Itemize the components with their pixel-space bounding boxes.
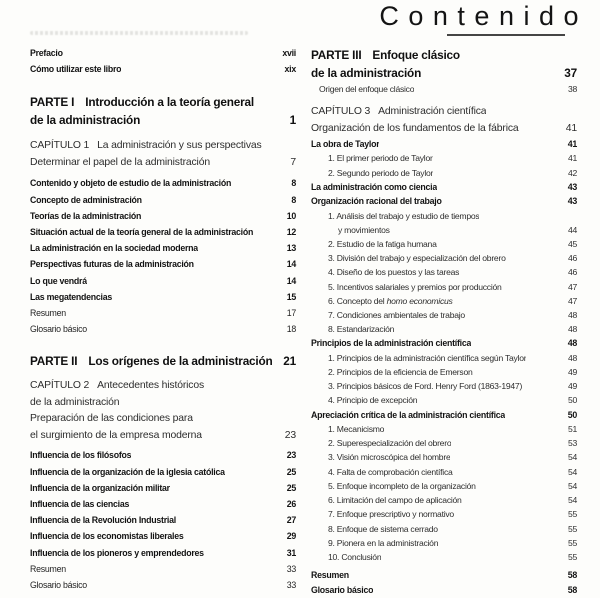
entry-title: La obra de Taylor: [311, 139, 380, 149]
toc-heading-label: CAPÍTULO 3: [311, 106, 371, 117]
entry-page-number: 47: [567, 281, 577, 292]
toc-entry: [311, 436, 577, 450]
toc-entry: [311, 237, 577, 251]
toc-entry: [30, 61, 296, 77]
toc-entry: [311, 280, 577, 294]
toc-entry: [311, 137, 577, 151]
entry-title: 9. Pionera en la administración: [328, 537, 439, 548]
page-bleedthrough-artifact: [30, 31, 248, 35]
entry-title: Glosario básico: [30, 324, 87, 335]
toc-chapter-heading: [30, 155, 296, 172]
entry-page-number: 43: [567, 181, 577, 192]
entry-title: Introducción a la teoría general: [85, 95, 254, 110]
entry-title: Preparación de las condiciones para: [30, 413, 193, 425]
toc-entry: [30, 45, 296, 61]
entry-page-number: 46: [567, 253, 577, 264]
entry-page-number: 13: [286, 243, 296, 254]
toc-part-heading: [30, 111, 296, 129]
toc-row-spacer: [30, 129, 296, 138]
toc-entry: [311, 294, 577, 308]
entry-title: 1. Principios de la administración científica según Taylor: [328, 352, 527, 363]
entry-page-number: xvii: [282, 48, 296, 58]
toc-entry: [30, 561, 296, 577]
entry-page-number: 27: [286, 515, 296, 526]
entry-page-number: 10: [286, 210, 296, 221]
toc-entry: [311, 493, 577, 507]
entry-title: de la administración: [30, 113, 141, 128]
entry-page-number: 53: [567, 438, 577, 449]
entry-page-number: 18: [286, 324, 296, 335]
toc-heading-label: PARTE III: [311, 48, 362, 62]
toc-entry: [311, 450, 577, 464]
toc-chapter-heading: [30, 428, 296, 445]
entry-page-number: 42: [567, 167, 577, 178]
entry-page-number: 46: [567, 267, 577, 278]
entry-title: Influencia de los economistas liberales: [30, 531, 184, 542]
entry-page-number: 23: [284, 429, 296, 441]
entry-page-number: 23: [286, 450, 296, 461]
entry-title: 7. Condiciones ambientales de trabajo: [328, 310, 465, 321]
entry-title: Enfoque clásico: [372, 48, 460, 62]
toc-heading-label: CAPÍTULO 1: [30, 140, 90, 152]
entry-page-number: 38: [567, 84, 577, 94]
entry-title: Administración científica: [378, 106, 487, 117]
entry-title: La administración y sus perspectivas: [97, 140, 262, 152]
toc-entry: [311, 522, 577, 536]
entry-page-number: 17: [286, 308, 296, 319]
entry-page-number: 41: [565, 122, 577, 134]
toc-entry: [30, 528, 296, 544]
toc-chapter-heading: [30, 378, 296, 395]
toc-entry: [30, 464, 296, 480]
toc-entry: [311, 194, 577, 208]
toc-entry: [311, 265, 577, 279]
entry-title: Influencia de los filósofos: [30, 450, 132, 461]
entry-title: Concepto de administración: [30, 194, 142, 205]
entry-page-number: 55: [567, 523, 577, 534]
entry-title: 6. Concepto del homo economicus: [328, 295, 453, 306]
toc-row-spacer: [30, 370, 296, 378]
entry-page-number: 43: [567, 196, 577, 207]
entry-page-number: 49: [567, 381, 577, 392]
entry-page-number: 26: [286, 499, 296, 510]
entry-page-number: 58: [567, 570, 577, 581]
toc-part-heading: [30, 93, 296, 111]
toc-column-left: [30, 45, 296, 593]
entry-title: Organización de los fundamentos de la fábrica: [311, 122, 519, 134]
toc-part-heading: [311, 64, 577, 82]
toc-entry: [30, 175, 296, 191]
entry-page-number: 55: [567, 551, 577, 562]
toc-entry: [311, 408, 577, 422]
toc-chapter-heading: [30, 138, 296, 155]
entry-page-number: 44: [567, 224, 577, 235]
toc-entry: [311, 379, 577, 393]
entry-title: 8. Estandarización: [328, 324, 395, 335]
entry-title: 1. El primer periodo de Taylor: [328, 153, 433, 164]
toc-entry: [311, 465, 577, 479]
entry-page-number: 54: [567, 480, 577, 491]
entry-title: Las megatendencias: [30, 291, 113, 302]
entry-page-number: 48: [567, 338, 577, 349]
entry-title: Resumen: [30, 563, 66, 574]
entry-title: y movimientos: [338, 224, 390, 235]
entry-page-number: 14: [286, 259, 296, 270]
toc-entry: [30, 208, 296, 224]
entry-title: Contenido y objeto de estudio de la administración: [30, 178, 232, 189]
entry-title: 5. Enfoque incompleto de la organización: [328, 480, 476, 491]
toc-entry: [30, 512, 296, 528]
entry-title: Apreciación crítica de la administración científica: [311, 409, 506, 420]
entry-title: 3. Visión microscópica del hombre: [328, 452, 451, 463]
toc-entry: [30, 240, 296, 256]
entry-title: 4. Falta de comprobación científica: [328, 466, 453, 477]
entry-title: de la administración: [30, 396, 120, 408]
entry-page-number: 51: [567, 424, 577, 435]
title-underline: [447, 34, 565, 36]
entry-title: 2. Segundo periodo de Taylor: [328, 167, 434, 178]
entry-page-number: 14: [286, 275, 296, 286]
entry-title: 4. Principio de excepción: [328, 395, 418, 406]
toc-entry: [311, 536, 577, 550]
toc-part-heading: [30, 352, 296, 370]
toc-column-right: [311, 46, 577, 597]
toc-heading-label: CAPÍTULO 2: [30, 380, 90, 392]
entry-page-number: 25: [286, 466, 296, 477]
entry-page-number: 58: [567, 584, 577, 595]
toc-entry: [311, 166, 577, 180]
entry-title: Teorías de la administración: [30, 210, 142, 221]
entry-title: Cómo utilizar este libro: [30, 64, 122, 75]
entry-title: 3. División del trabajo y especialización del obrero: [328, 253, 506, 264]
entry-page-number: 50: [567, 395, 577, 406]
toc-entry: [311, 550, 577, 564]
toc-entry: [30, 480, 296, 496]
entry-title: 6. Limitación del campo de aplicación: [328, 495, 462, 506]
entry-page-number: 37: [564, 66, 577, 80]
entry-title: 4. Diseño de los puestos y las tareas: [328, 267, 460, 278]
entry-page-number: 41: [567, 153, 577, 164]
toc-entry: [30, 545, 296, 561]
toc-chapter-heading: [311, 121, 577, 138]
toc-entry: [311, 393, 577, 407]
toc-entry: [30, 305, 296, 321]
entry-title: Influencia de la Revolución Industrial: [30, 515, 176, 526]
entry-page-number: 47: [567, 295, 577, 306]
entry-title: Lo que vendrá: [30, 275, 87, 286]
entry-title: Origen del enfoque clásico: [319, 84, 415, 94]
toc-entry: [311, 180, 577, 194]
toc-entry: [311, 479, 577, 493]
toc-entry: [311, 209, 577, 223]
toc-entry: [30, 256, 296, 272]
toc-entry: [311, 365, 577, 379]
toc-chapter-heading: [30, 411, 296, 428]
entry-title: Influencia de los pioneros y emprendedores: [30, 547, 204, 558]
entry-page-number: 50: [567, 409, 577, 420]
toc-entry: [30, 289, 296, 305]
entry-title: Glosario básico: [30, 580, 87, 591]
entry-title: Los orígenes de la administración: [88, 354, 273, 369]
entry-title: 2. Superespecialización del obrero: [328, 438, 452, 449]
entry-page-number: 29: [286, 531, 296, 542]
entry-page-number: 33: [286, 563, 296, 574]
entry-page-number: 41: [567, 139, 577, 149]
page-title: Contenido: [379, 1, 588, 31]
entry-title: Perspectivas futuras de la administración: [30, 259, 194, 270]
entry-page-number: 31: [286, 547, 296, 558]
entry-page-number: 55: [567, 537, 577, 548]
toc-entry: [311, 151, 577, 165]
toc-entry: [311, 583, 577, 597]
toc-row-spacer: [30, 337, 296, 352]
entry-title: 7. Enfoque prescriptivo y normativo: [328, 509, 454, 520]
toc-row-spacer: [311, 96, 577, 104]
entry-page-number: 8: [291, 178, 296, 189]
toc-entry: [311, 422, 577, 436]
entry-title: 2. Principios de la eficiencia de Emerson: [328, 367, 473, 378]
toc-entry: [30, 447, 296, 463]
entry-page-number: 54: [567, 452, 577, 463]
toc-entry: [30, 273, 296, 289]
entry-title: 2. Estudio de la fatiga humana: [328, 239, 437, 250]
entry-page-number: 12: [286, 227, 296, 238]
entry-page-number: 48: [567, 324, 577, 335]
entry-page-number: 15: [286, 291, 296, 302]
toc-chapter-heading: [30, 395, 296, 412]
entry-title: Situación actual de la teoría general de la administración: [30, 227, 254, 238]
toc-entry: [30, 224, 296, 240]
entry-title: 8. Enfoque de sistema cerrado: [328, 523, 438, 534]
toc-heading-label: PARTE I: [30, 95, 75, 110]
entry-title: Prefacio: [30, 48, 63, 58]
entry-title: 1. Análisis del trabajo y estudio de tiempos: [328, 210, 480, 221]
entry-title: Resumen: [30, 308, 66, 319]
toc-entry: [311, 223, 577, 237]
toc-entry: [311, 322, 577, 336]
entry-title: Resumen: [311, 570, 349, 581]
toc-part-heading: [311, 46, 577, 64]
entry-title: Antecedentes históricos: [97, 380, 205, 392]
entry-title: Influencia de la organización de la iglesia católica: [30, 466, 225, 477]
toc-entry: [311, 336, 577, 350]
toc-entry: [311, 568, 577, 582]
toc-entry: [311, 82, 577, 96]
entry-title: el surgimiento de la empresa moderna: [30, 429, 202, 441]
entry-title: Glosario básico: [311, 584, 374, 595]
entry-title: 3. Principios básicos de Ford. Henry Ford (1863-1947): [328, 381, 523, 392]
entry-page-number: 25: [286, 482, 296, 493]
entry-page-number: 7: [290, 156, 296, 168]
entry-title: 10. Conclusión: [328, 551, 382, 562]
toc-entry: [30, 192, 296, 208]
entry-page-number: 55: [567, 509, 577, 520]
entry-title: Principios de la administración científica: [311, 338, 472, 349]
entry-title: 1. Mecanicismo: [328, 424, 385, 435]
entry-title: Influencia de las ciencias: [30, 499, 130, 510]
toc-entry: [311, 308, 577, 322]
toc-heading-label: PARTE II: [30, 354, 78, 369]
entry-title: 5. Incentivos salariales y premios por producción: [328, 281, 502, 292]
toc-entry: [30, 577, 296, 593]
toc-chapter-heading: [311, 104, 577, 121]
entry-page-number: 49: [567, 367, 577, 378]
entry-page-number: 54: [567, 495, 577, 506]
entry-page-number: 8: [291, 194, 296, 205]
entry-title: Organización racional del trabajo: [311, 196, 442, 207]
toc-entry: [30, 496, 296, 512]
entry-title: de la administración: [311, 66, 422, 80]
entry-page-number: 1: [289, 113, 296, 128]
entry-title: La administración como ciencia: [311, 181, 437, 192]
toc-entry: [311, 507, 577, 521]
entry-title: La administración en la sociedad moderna: [30, 243, 198, 254]
entry-page-number: 45: [567, 239, 577, 250]
entry-page-number: 21: [283, 354, 296, 369]
toc-entry: [311, 351, 577, 365]
entry-page-number: xix: [284, 64, 296, 75]
toc-entry: [30, 321, 296, 337]
entry-page-number: 54: [567, 466, 577, 477]
toc-entry: [311, 251, 577, 265]
entry-page-number: 33: [286, 580, 296, 591]
entry-page-number: 48: [567, 352, 577, 363]
entry-page-number: 48: [567, 310, 577, 321]
entry-title: Influencia de la organización militar: [30, 482, 170, 493]
entry-title: Determinar el papel de la administración: [30, 156, 210, 168]
toc-row-spacer: [30, 77, 296, 93]
